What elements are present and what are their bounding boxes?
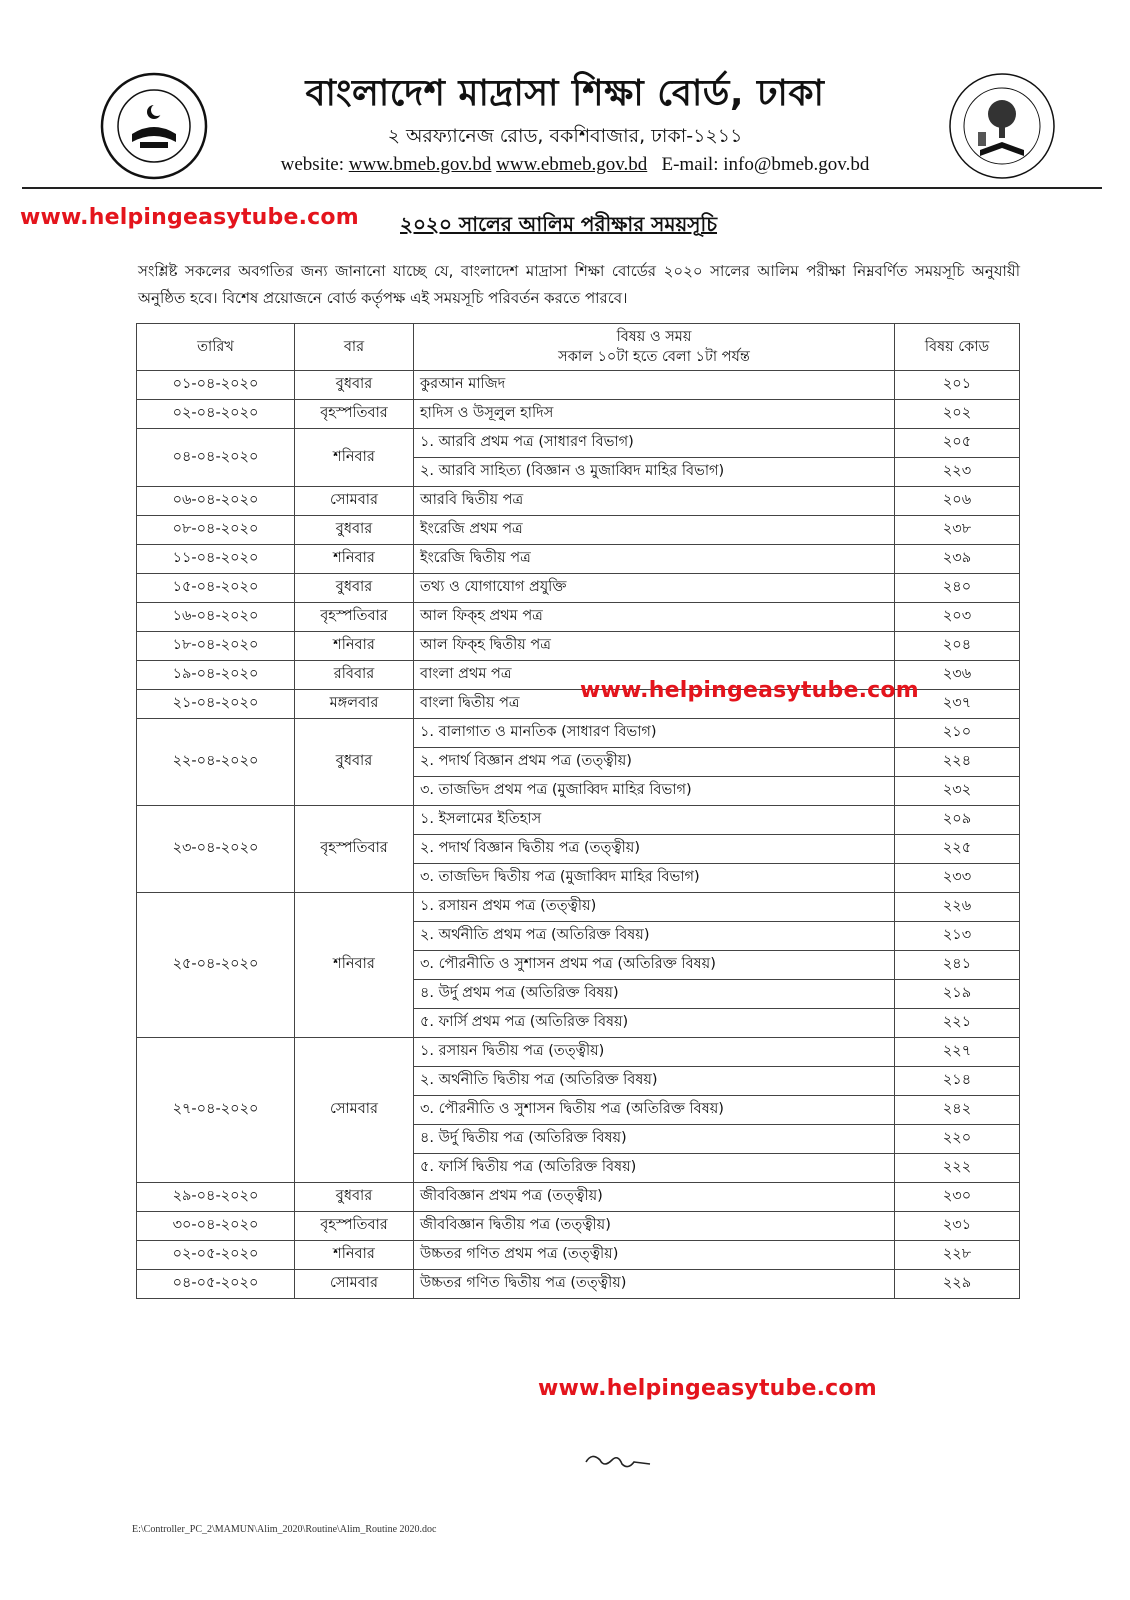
subject-code: ২৩৭ xyxy=(895,690,1020,719)
header-subject-line1: বিষয় ও সময় xyxy=(616,329,692,345)
exam-day: বৃহস্পতিবার xyxy=(295,400,414,429)
exam-subject: ১. বালাগাত ও মানতিক (সাধারণ বিভাগ) xyxy=(414,719,895,748)
exam-date: ২৩-০৪-২০২০ xyxy=(137,806,295,893)
exam-subject: ২. পদার্থ বিজ্ঞান দ্বিতীয় পত্র (তত্ত্বীয়) xyxy=(414,835,895,864)
subject-code: ২২৬ xyxy=(895,893,1020,922)
exam-subject: ১. ইসলামের ইতিহাস xyxy=(414,806,895,835)
header-subject xyxy=(414,324,895,371)
table-row xyxy=(137,371,1020,400)
board-title: বাংলাদেশ মাদ্রাসা শিক্ষা বোর্ড, ঢাকা xyxy=(305,73,825,114)
exam-subject: ৪. উর্দু দ্বিতীয় পত্র (অতিরিক্ত বিষয়) xyxy=(414,1125,895,1154)
subject-code: ২০৫ xyxy=(895,429,1020,458)
table-row xyxy=(137,574,1020,603)
exam-day: শনিবার xyxy=(295,545,414,574)
file-path-footer: E:\Controller_PC_2\MAMUN\Alim_2020\Routine\Alim_Routine 2020.doc xyxy=(132,1524,437,1535)
exam-subject: উচ্চতর গণিত প্রথম পত্র (তত্ত্বীয়) xyxy=(414,1241,895,1270)
subject-code: ২৩১ xyxy=(895,1212,1020,1241)
exam-subject: ২. অর্থনীতি দ্বিতীয় পত্র (অতিরিক্ত বিষয়) xyxy=(414,1067,895,1096)
email-label: E-mail: xyxy=(661,154,719,175)
subject-code: ২১৯ xyxy=(895,980,1020,1009)
table-row xyxy=(137,400,1020,429)
subject-code: ২০১ xyxy=(895,371,1020,400)
exam-subject: আরবি দ্বিতীয় পত্র xyxy=(414,487,895,516)
exam-subject: ৫. ফার্সি দ্বিতীয় পত্র (অতিরিক্ত বিষয়) xyxy=(414,1154,895,1183)
email-address[interactable]: info@bmeb.gov.bd xyxy=(723,154,870,175)
table-row xyxy=(137,1212,1020,1241)
table-row xyxy=(137,719,1020,748)
exam-subject: বাংলা প্রথম পত্র xyxy=(414,661,895,690)
subject-code: ২২৮ xyxy=(895,1241,1020,1270)
subject-code: ২০২ xyxy=(895,400,1020,429)
watermark-top: www.helpingeasytube.com xyxy=(20,205,359,230)
exam-day: শনিবার xyxy=(295,429,414,487)
header-divider xyxy=(22,187,1102,189)
exam-subject: জীববিজ্ঞান দ্বিতীয় পত্র (তত্ত্বীয়) xyxy=(414,1212,895,1241)
exam-date: ০৪-০৫-২০২০ xyxy=(137,1270,295,1299)
subject-code: ২১৪ xyxy=(895,1067,1020,1096)
table-row xyxy=(137,806,1020,835)
table-row xyxy=(137,429,1020,458)
watermark-bottom: www.helpingeasytube.com xyxy=(538,1376,877,1401)
subject-code: ২৩২ xyxy=(895,777,1020,806)
exam-date: ৩০-০৪-২০২০ xyxy=(137,1212,295,1241)
exam-date: ২২-০৪-২০২০ xyxy=(137,719,295,806)
exam-subject: হাদিস ও উসূলুল হাদিস xyxy=(414,400,895,429)
exam-date: ২৯-০৪-২০২০ xyxy=(137,1183,295,1212)
subject-code: ২৪২ xyxy=(895,1096,1020,1125)
subject-code: ২১০ xyxy=(895,719,1020,748)
table-row xyxy=(137,1270,1020,1299)
table-header-row xyxy=(137,324,1020,371)
exam-subject: উচ্চতর গণিত দ্বিতীয় পত্র (তত্ত্বীয়) xyxy=(414,1270,895,1299)
exam-subject: ৩. তাজভিদ দ্বিতীয় পত্র (মুজাব্বিদ মাহির বিভাগ) xyxy=(414,864,895,893)
subject-code: ২৩০ xyxy=(895,1183,1020,1212)
exam-subject: ২. অর্থনীতি প্রথম পত্র (অতিরিক্ত বিষয়) xyxy=(414,922,895,951)
exam-date: ০৬-০৪-২০২০ xyxy=(137,487,295,516)
exam-date: ১১-০৪-২০২০ xyxy=(137,545,295,574)
exam-subject: ১. আরবি প্রথম পত্র (সাধারণ বিভাগ) xyxy=(414,429,895,458)
table-row xyxy=(137,516,1020,545)
header-code: বিষয় কোড xyxy=(895,324,1020,371)
website-label: website: xyxy=(280,154,344,175)
exam-subject: তথ্য ও যোগাযোগ প্রযুক্তি xyxy=(414,574,895,603)
subject-code: ২৪০ xyxy=(895,574,1020,603)
exam-day: বুধবার xyxy=(295,371,414,400)
subject-code: ২২৭ xyxy=(895,1038,1020,1067)
website-link-1[interactable]: www.bmeb.gov.bd xyxy=(348,154,492,175)
exam-day: বুধবার xyxy=(295,516,414,545)
exam-date: ২৭-০৪-২০২০ xyxy=(137,1038,295,1183)
exam-day: শনিবার xyxy=(295,632,414,661)
exam-date: ১৯-০৪-২০২০ xyxy=(137,661,295,690)
exam-date: ১৫-০৪-২০২০ xyxy=(137,574,295,603)
exam-day: সোমবার xyxy=(295,1038,414,1183)
exam-date: ২৫-০৪-২০২০ xyxy=(137,893,295,1038)
exam-date: ০১-০৪-২০২০ xyxy=(137,371,295,400)
subject-code: ২৩৯ xyxy=(895,545,1020,574)
header-day: বার xyxy=(295,324,414,371)
subject-code: ২৪১ xyxy=(895,951,1020,980)
watermark-middle: www.helpingeasytube.com xyxy=(580,678,919,703)
subject-code: ২৩৩ xyxy=(895,864,1020,893)
exam-day: সোমবার xyxy=(295,1270,414,1299)
subject-code: ২২৫ xyxy=(895,835,1020,864)
subject-code: ২২২ xyxy=(895,1154,1020,1183)
board-address: ২ অরফ্যানেজ রোড, বকশিবাজার, ঢাকা-১২১১ xyxy=(387,125,743,147)
subject-code: ২৩৬ xyxy=(895,661,1020,690)
header-date: তারিখ xyxy=(137,324,295,371)
subject-code: ২২১ xyxy=(895,1009,1020,1038)
exam-date: ১৬-০৪-২০২০ xyxy=(137,603,295,632)
subject-code: ২০৯ xyxy=(895,806,1020,835)
subject-code: ২২৯ xyxy=(895,1270,1020,1299)
exam-date: ০৮-০৪-২০২০ xyxy=(137,516,295,545)
exam-subject: ৩. তাজভিদ প্রথম পত্র (মুজাব্বিদ মাহির বিভাগ) xyxy=(414,777,895,806)
table-row xyxy=(137,1183,1020,1212)
exam-subject: ৩. পৌরনীতি ও সুশাসন প্রথম পত্র (অতিরিক্ত বিষয়) xyxy=(414,951,895,980)
exam-day: বুধবার xyxy=(295,1183,414,1212)
exam-subject: ১. রসায়ন দ্বিতীয় পত্র (তত্ত্বীয়) xyxy=(414,1038,895,1067)
subject-code: ২০৬ xyxy=(895,487,1020,516)
table-row xyxy=(137,632,1020,661)
subject-code: ২২০ xyxy=(895,1125,1020,1154)
table-row xyxy=(137,1241,1020,1270)
exam-subject: ইংরেজি দ্বিতীয় পত্র xyxy=(414,545,895,574)
exam-day: শনিবার xyxy=(295,893,414,1038)
subject-code: ২১৩ xyxy=(895,922,1020,951)
table-row xyxy=(137,545,1020,574)
exam-subject: ৫. ফার্সি প্রথম পত্র (অতিরিক্ত বিষয়) xyxy=(414,1009,895,1038)
intro-paragraph: সংশ্লিষ্ট সকলের অবগতির জন্য জানানো যাচ্ছে যে, বাংলাদেশ মাদ্রাসা শিক্ষা বোর্ডের ২০২০ সালের আলিম পরীক্ষা নিম্নবর্ণিত সময়সূচি অনুযায়ী অনুষ্ঠিত হবে। বিশেষ প্রয়োজনে বোর্ড কর্তৃপক্ষ এই সময়সূচি পরিবর্তন করতে পারবে। xyxy=(138,262,1020,307)
table-row xyxy=(137,1038,1020,1067)
table-row xyxy=(137,603,1020,632)
exam-day: বুধবার xyxy=(295,574,414,603)
exam-subject: কুরআন মাজিদ xyxy=(414,371,895,400)
subject-code: ২৩৮ xyxy=(895,516,1020,545)
table-body xyxy=(137,371,1020,1299)
subject-code: ২২৩ xyxy=(895,458,1020,487)
exam-day: রবিবার xyxy=(295,661,414,690)
exam-subject: ইংরেজি প্রথম পত্র xyxy=(414,516,895,545)
table-row xyxy=(137,893,1020,922)
exam-subject: ২. পদার্থ বিজ্ঞান প্রথম পত্র (তত্ত্বীয়) xyxy=(414,748,895,777)
exam-date: ০৪-০৪-২০২০ xyxy=(137,429,295,487)
exam-schedule-table xyxy=(136,323,1020,1299)
exam-day: সোমবার xyxy=(295,487,414,516)
exam-day: শনিবার xyxy=(295,1241,414,1270)
exam-day: বৃহস্পতিবার xyxy=(295,1212,414,1241)
exam-subject: জীববিজ্ঞান প্রথম পত্র (তত্ত্বীয়) xyxy=(414,1183,895,1212)
exam-subject: ১. রসায়ন প্রথম পত্র (তত্ত্বীয়) xyxy=(414,893,895,922)
subject-code: ২০৪ xyxy=(895,632,1020,661)
exam-subject: বাংলা দ্বিতীয় পত্র xyxy=(414,690,895,719)
exam-date: ২১-০৪-২০২০ xyxy=(137,690,295,719)
exam-subject: ৩. পৌরনীতি ও সুশাসন দ্বিতীয় পত্র (অতিরিক্ত বিষয়) xyxy=(414,1096,895,1125)
exam-date: ০২-০৪-২০২০ xyxy=(137,400,295,429)
exam-date: ০২-০৫-২০২০ xyxy=(137,1241,295,1270)
contact-line xyxy=(0,154,1130,176)
table-row xyxy=(137,487,1020,516)
exam-day: মঙ্গলবার xyxy=(295,690,414,719)
exam-day: বৃহস্পতিবার xyxy=(295,603,414,632)
website-link-2[interactable]: www.ebmeb.gov.bd xyxy=(496,154,648,175)
exam-day: বৃহস্পতিবার xyxy=(295,806,414,893)
signature-mark xyxy=(582,1448,654,1476)
exam-subject: ২. আরবি সাহিত্য (বিজ্ঞান ও মুজাব্বিদ মাহির বিভাগ) xyxy=(414,458,895,487)
subject-code: ২২৪ xyxy=(895,748,1020,777)
exam-subject: ৪. উর্দু প্রথম পত্র (অতিরিক্ত বিষয়) xyxy=(414,980,895,1009)
subject-code: ২০৩ xyxy=(895,603,1020,632)
document-subtitle: ২০২০ সালের আলিম পরীক্ষার সময়সূচি xyxy=(400,212,718,236)
exam-day: বুধবার xyxy=(295,719,414,806)
exam-subject: আল ফিক্‌হ প্রথম পত্র xyxy=(414,603,895,632)
header-subject-line2: সকাল ১০টা হতে বেলা ১টা পর্যন্ত xyxy=(558,349,750,365)
exam-date: ১৮-০৪-২০২০ xyxy=(137,632,295,661)
exam-subject: আল ফিক্‌হ দ্বিতীয় পত্র xyxy=(414,632,895,661)
